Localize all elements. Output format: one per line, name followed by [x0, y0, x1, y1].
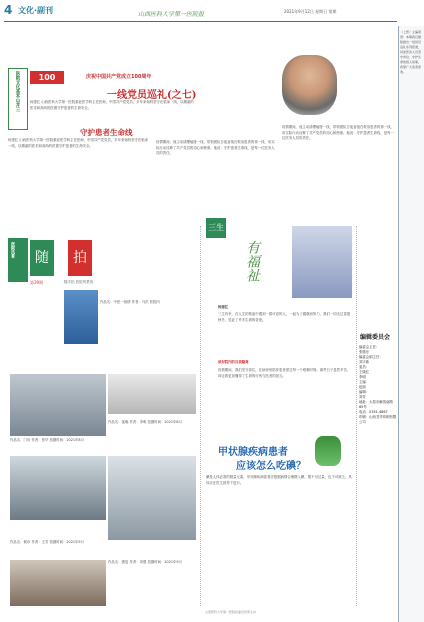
photo-caption: 作品名：中医一抹情 作者：马洪 医院内 [100, 300, 160, 304]
headline-big: 一线党员巡礼(之七) [107, 90, 197, 101]
article-body-middle: 疫情期间，他主动请缨驰援一线，带领团队日夜奋战在救治患者的第一线，用实际行动诠释了共产党员的初心和使命。他说：守护患者生命线，是每一位医务人员的责任。 [156, 140, 275, 156]
column-side-box [8, 68, 28, 130]
photo-caption: 作品名：康复 作者：刘强 拍摄时间：2021年9月 [108, 560, 182, 564]
column-tag: 三生 [206, 218, 226, 238]
health-headline-line2: 应该怎么吃碘？ [236, 461, 306, 472]
photo-corridor [108, 374, 196, 414]
vegetable-icon [315, 436, 341, 466]
title-char-pai: 拍 [68, 240, 92, 276]
article-body-left: 杨建红 山西医科大学第一医院重症医学科主任医师，中国共产党党员，多年来始终坚守在临床一线，以精湛的医术和高尚的医德守护患者的生命安全。 [8, 138, 149, 148]
editorial-board-list: 编委会主任： 张继东 编委会副主任： 刘宇新 委员： 王晓红 李明 主编： 赵丽 编辑： 刘芳 地址：太原市解放南路85号 电话：0351-4867 印刷：山西龙华印刷有限公司 [359, 345, 397, 424]
column-rule [356, 226, 357, 606]
health-article-body: 碘是人体必需的微量元素，甲状腺疾病患者应根据病情合理摄入碘，既不可过量，也不可缺乏，具体应在医生指导下进行。 [206, 475, 352, 485]
essay-body-a: 三生有幸，在人生的旅途中遇到一群可爱的人，一起为了健康而努力，我们一同走过春夏秋冬，见证了许多生命的奇迹。 [218, 312, 351, 322]
photo-night-building [10, 456, 106, 520]
photo-hospital-sign [64, 290, 98, 344]
essay-subheading: 谈封院内的自我隔离 [218, 360, 249, 364]
article-body-right: 疫情期间，他主动请缨驰援一线，带领团队日夜奋战在救治患者的第一线，用实际行动诠释了共产党员的初心和使命。他说：守护患者生命线，是每一位医务人员的责任。 [282, 125, 394, 141]
footer-credit: 山西医科大学第一医院党委宣传部主办 [205, 610, 257, 614]
photo-caption: 作品名：候诊 作者：王芳 拍摄时间：2021年9月 [10, 540, 84, 544]
article-subhead: 守护患者生命线 [80, 128, 133, 137]
photo-registration-hall [10, 374, 106, 436]
illustration-photo [292, 226, 352, 298]
photo-column-label: 医院风景 [11, 242, 16, 258]
header-divider [4, 21, 397, 22]
editorial-board-title: 编辑委员会 [360, 334, 391, 341]
column-side-label: 医院文化基本山井三 [15, 71, 20, 112]
issue-number: 第39期 [30, 280, 44, 285]
centenary-logo: 100 [30, 71, 64, 84]
photo-column-subtitle: 随手拍 医院风景线 [64, 280, 94, 284]
right-panel-text: 《上医》主编寄语：本期我们继续推出一线党员巡礼系列报道，讲述医务人员坚守岗位、守护生命的感人故事，希望广大读者喜欢。 [400, 30, 422, 74]
essay-author: 杨建红 [218, 305, 229, 309]
photo-caption: 作品名：门诊 作者：张华 拍摄时间：2021年8月 [10, 438, 84, 442]
issue-date: 2021年9月12日 星期日 第期 [284, 9, 337, 14]
health-headline-line1: 甲状腺疾病患者 [218, 447, 288, 458]
essay-body-b: 疫情期间，我们坚守岗位，在病房里陪伴患者度过每一个艰难时刻。那些日子虽然辛苦，却让我更加懂得了生命的可贵与医者的担当。 [218, 368, 351, 378]
title-char-sui: 随 [30, 240, 54, 276]
newspaper-banner: 山西医科大学第一医院报 [138, 11, 205, 18]
article-intro: 杨建红 山西医科大学第一医院重症医学科主任医师，中国共产党党员，多年来始终坚守在临床一线，以精湛的医术和高尚的医德守护患者的生命安全。 [30, 100, 194, 110]
photo-waiting-area [10, 560, 106, 606]
headline-small: 庆祝中国共产党成立100周年 [86, 74, 152, 80]
calligraphy-title: 有福祉 [244, 240, 260, 282]
photo-caption: 作品名：夜晚 作者：李明 拍摄时间：2021年8月 [108, 420, 182, 424]
photo-rehab [108, 456, 196, 540]
portrait-photo [282, 55, 337, 115]
page-number: 4 [4, 3, 13, 17]
column-rule [200, 226, 201, 606]
section-title: 文化·副刊 [18, 6, 54, 15]
